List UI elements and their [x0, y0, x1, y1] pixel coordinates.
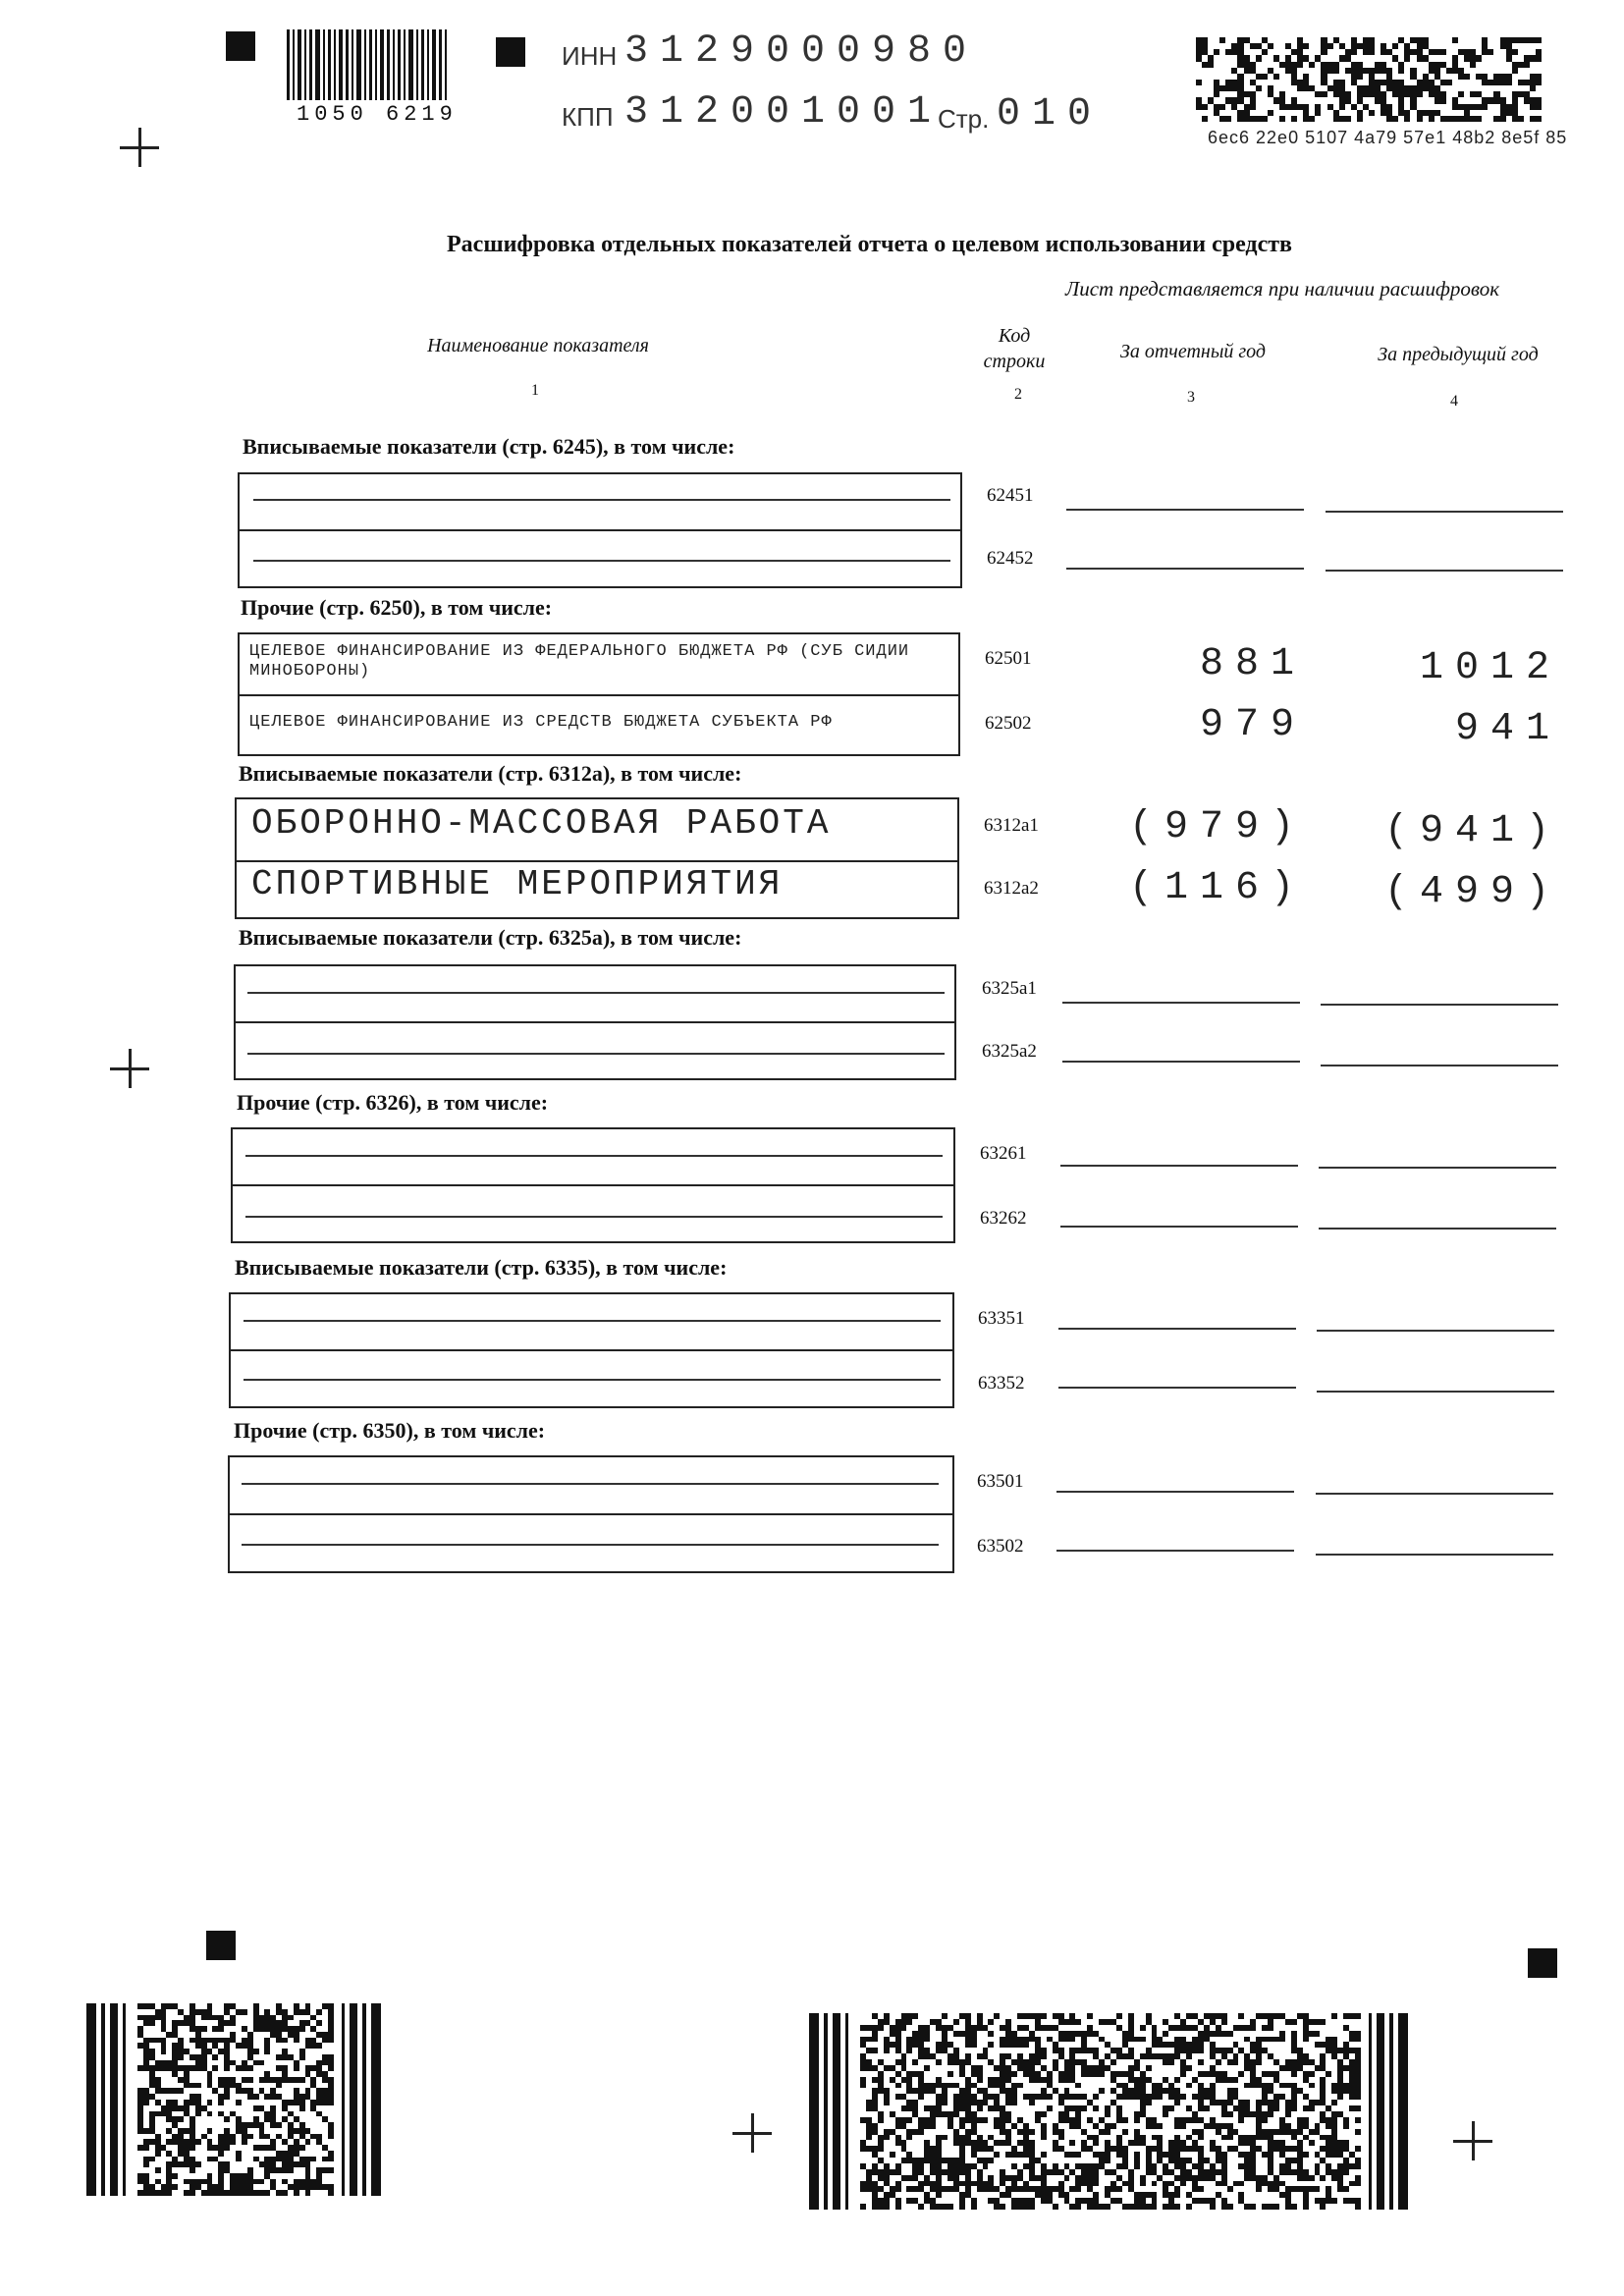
name-line — [244, 1379, 941, 1381]
current-value: 979 — [1199, 703, 1306, 747]
row-name: СПОРТИВНЫЕ МЕРОПРИЯТИЯ — [251, 864, 784, 904]
current-value: (979) — [1128, 805, 1306, 849]
inn-label: ИНН — [562, 41, 618, 71]
name-line — [247, 992, 945, 994]
row-code: 63352 — [978, 1373, 1025, 1394]
section-label: Прочие (стр. 6326), в том числе: — [237, 1090, 549, 1115]
col-header-previous: За предыдущий год — [1378, 344, 1539, 365]
row-code: 62451 — [987, 485, 1034, 506]
row-code: 6312а2 — [984, 878, 1039, 899]
section-label: Вписываемые показатели (стр. 6325а), в том числе: — [239, 925, 742, 950]
col-number-3: 3 — [1187, 389, 1195, 406]
indicator-box — [228, 1455, 954, 1573]
section-label: Вписываемые показатели (стр. 6312а), в том числе: — [239, 761, 742, 786]
barcode-side-bars — [86, 2003, 126, 2196]
2d-barcode — [137, 2003, 334, 2196]
section-label: Вписываемые показатели (стр. 6245), в том числе: — [243, 434, 735, 459]
row-code: 63262 — [980, 1208, 1027, 1229]
previous-line — [1316, 1554, 1553, 1556]
registration-cross-icon — [732, 2113, 772, 2153]
current-line — [1058, 1387, 1296, 1389]
previous-value: 941 — [1454, 707, 1561, 751]
barcode-side-bars — [1369, 2013, 1408, 2210]
current-line — [1062, 1061, 1300, 1063]
barcode-side-bars — [342, 2003, 381, 2196]
page-value: 010 — [997, 92, 1104, 137]
registration-square — [1528, 1948, 1557, 1978]
previous-value: 1012 — [1419, 646, 1561, 690]
current-line — [1060, 1165, 1298, 1167]
row-code: 62452 — [987, 548, 1034, 569]
linear-barcode — [287, 29, 466, 100]
2d-barcode — [860, 2013, 1361, 2210]
name-line — [245, 1155, 943, 1157]
registration-cross-icon — [1453, 2121, 1492, 2160]
section-label: Прочие (стр. 6250), в том числе: — [241, 595, 553, 620]
section-label: Прочие (стр. 6350), в том числе: — [234, 1418, 546, 1443]
row-code: 62501 — [985, 648, 1032, 669]
row-code: 62502 — [985, 713, 1032, 734]
row-name: ЦЕЛЕВОЕ ФИНАНСИРОВАНИЕ ИЗ ФЕДЕРАЛЬНОГО БЮДЖЕТА РФ (СУБ СИДИИ МИНОБОРОНЫ) — [249, 642, 910, 681]
current-line — [1066, 568, 1304, 570]
row-code: 63502 — [977, 1536, 1024, 1557]
previous-line — [1317, 1391, 1554, 1393]
col-header-code-1: Код — [998, 325, 1031, 347]
previous-line — [1316, 1493, 1553, 1495]
previous-line — [1319, 1167, 1556, 1169]
current-line — [1062, 1002, 1300, 1004]
current-line — [1058, 1328, 1296, 1330]
row-code: 63501 — [977, 1471, 1024, 1492]
barcode-side-bars — [809, 2013, 848, 2210]
name-line — [253, 499, 950, 501]
current-value: 881 — [1199, 642, 1306, 686]
col-number-2: 2 — [1014, 386, 1022, 403]
current-line — [1060, 1226, 1298, 1228]
2d-barcode — [1196, 37, 1542, 122]
row-code: 6325а2 — [982, 1041, 1037, 1062]
indicator-box — [234, 964, 956, 1080]
kpp-label: КПП — [562, 102, 614, 132]
previous-line — [1321, 1065, 1558, 1066]
previous-line — [1326, 570, 1563, 572]
inn-value: 3129000980 — [624, 29, 979, 74]
name-line — [247, 1053, 945, 1055]
page-title: Расшифровка отдельных показателей отчета о целевом использовании средств — [447, 232, 1292, 257]
indicator-box — [238, 472, 962, 588]
row-code: 6312а1 — [984, 815, 1039, 836]
current-line — [1066, 509, 1304, 511]
row-code: 6325а1 — [982, 978, 1037, 999]
document-hash: 6ec6 22e0 5107 4a79 57e1 48b2 8e5f 85 — [1208, 128, 1568, 147]
col-header-current: За отчетный год — [1119, 341, 1267, 362]
registration-cross-icon — [110, 1049, 149, 1088]
registration-cross-icon — [120, 128, 159, 167]
previous-line — [1321, 1004, 1558, 1006]
previous-line — [1319, 1228, 1556, 1230]
previous-line — [1326, 511, 1563, 513]
barcode-number: 1050 6219 — [297, 102, 458, 127]
section-label: Вписываемые показатели (стр. 6335), в том числе: — [235, 1255, 728, 1280]
col-header-code-2: строки — [983, 351, 1046, 372]
previous-value: (941) — [1383, 809, 1561, 853]
kpp-value: 312001001 — [624, 90, 944, 135]
col-header-name: Наименование показателя — [427, 335, 649, 356]
col-number-4: 4 — [1450, 393, 1458, 410]
indicator-box — [231, 1127, 955, 1243]
name-line — [242, 1544, 939, 1546]
registration-square — [226, 31, 255, 61]
row-code: 63261 — [980, 1143, 1027, 1164]
name-line — [244, 1320, 941, 1322]
col-number-1: 1 — [531, 382, 539, 399]
previous-line — [1317, 1330, 1554, 1332]
name-line — [242, 1483, 939, 1485]
row-code: 63351 — [978, 1308, 1025, 1329]
registration-square — [496, 37, 525, 67]
name-line — [253, 560, 950, 562]
sheet-note: Лист представляется при наличии расшифровок — [1065, 277, 1500, 301]
indicator-box — [229, 1292, 954, 1408]
current-value: (116) — [1128, 866, 1306, 910]
page-label: Стр. — [938, 104, 990, 134]
name-line — [245, 1216, 943, 1218]
previous-value: (499) — [1383, 870, 1561, 914]
row-name: ОБОРОННО-МАССОВАЯ РАБОТА — [251, 803, 832, 844]
registration-square — [206, 1931, 236, 1960]
row-name: ЦЕЛЕВОЕ ФИНАНСИРОВАНИЕ ИЗ СРЕДСТВ БЮДЖЕТА СУБЪЕКТА РФ — [249, 713, 833, 732]
current-line — [1056, 1550, 1294, 1552]
current-line — [1056, 1491, 1294, 1493]
